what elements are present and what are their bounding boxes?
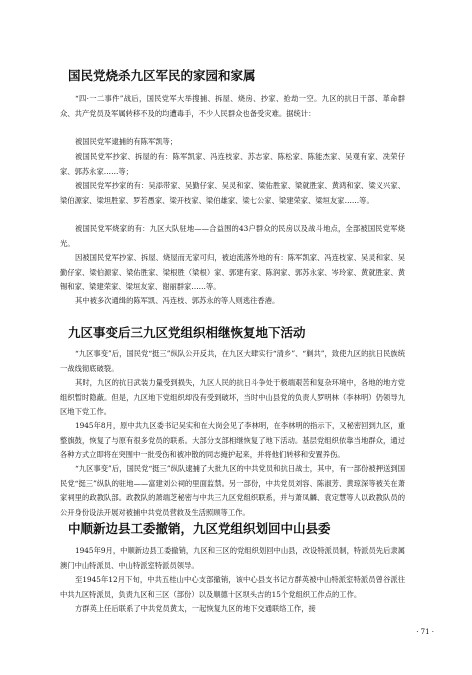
paragraph: “九区事变”后，国民党“挺三”纵队逮捕了大批九区的中共党员和抗日战士，其中，有一部份被押送到国民党“挺三”纵队的驻地——富建刘公祠的里面监禁。另一部份，中共党员刘容、陈淑芳、黄琼深等被关在萧家祠里的政教队部。政教队的萧端芝秘密与中共三九区党组织联系，并与萧凤麟、袁定慧等人以政教队员的公开身份设法开展对被捕中共党员营救及生活照顾等工作。 bbox=[60, 464, 405, 517]
section-title-1: 国民党烧杀九区军民的家园和家属 bbox=[68, 68, 256, 83]
paragraph: 其时，九区的抗日武装力量受到损失，九区人民的抗日斗争处于极端艰苦和复杂环境中，各地的地方党组织暂时隐蔽。但是，九区地下党组织却没有受到破坏，当时中山县党的负责人罗明林（李林明）仍领导九区地下党工作。 bbox=[60, 378, 405, 416]
paragraph: 被国民党军抄家、拆屋的有：陈军凯家、冯连枝家、苏志家、陈松家、陈能杰家、吴观有家、冼荣仔家、郭苏永家……等； bbox=[60, 152, 405, 176]
paragraph: 至1945年12月下旬，中共五桂山中心支部撤销，该中心县支书记方群英被中山特派室特派员曾谷派往中共九区特派员，负责九区和三区（部份）以及顺德十区坝头吉的15个党组织工作点的工作。 bbox=[60, 575, 405, 599]
paragraph: “九区事变”后，国民党“挺三”纵队公开反共，在九区大肆实行“清乡”、“剿共”，致使九区的抗日民族统一战线彻底破裂。 bbox=[60, 349, 405, 373]
paragraph: 被国民党军抄家的有：吴添带家、吴勤仔家、吴灵和家、梁佑胜家、梁就胜家、黄鸿和家、梁义兴家、梁伯源家、梁坦胜家、罗若愚家、梁开枝家、梁伯雄家、梁七公家、梁建荣家、梁垣友家……等。 bbox=[60, 181, 405, 205]
section-title-2: 九区事变后三九区党组织相继恢复地下活动 bbox=[68, 325, 306, 340]
paragraph: 被国民党军逮捕的有陈军凯等； bbox=[75, 137, 178, 146]
paragraph: 方群英上任后联系了中共党员黄太，一起恢复九区的地下交通联络工作，接 bbox=[75, 604, 316, 613]
paragraph: 因被国民党军抄家、拆屋、烧屋而无家可归，被迫流落外地的有：陈军凯家、冯连枝家、吴灵和家、吴勤仔家、梁伯源家、梁佑胜家、梁根胜（梁根）家、郭建有家、陈润家、郭苏永家、岑玲家、黄就胜家、黄锡和家、梁建荣家、梁垣友家、谢丽群家……等。 bbox=[60, 253, 405, 291]
paragraph: 1945年9月，中顺新边县工委撤销，九区和三区的党组织划回中山县，改设特派员制，特派员先后隶属澳门中山特派员、中山特派室特派员领导。 bbox=[60, 546, 405, 570]
paragraph: “四·一二事件”战后，国民党军大举搜捕、拆屋、烧房、抄家、抢劫一空。九区的抗日干部、革命群众、共产党员及军属转移不及的均遭毒手，不少人民群众也备受灾难。据统计： bbox=[60, 94, 405, 118]
paragraph: 其中被多次通缉的陈军凯、冯连枝、郭苏永的等人则逃往香港。 bbox=[75, 296, 280, 305]
section-title-3: 中顺新边县工委撤销，九区党组织划回中山县委 bbox=[68, 521, 331, 536]
paragraph: 1945年8月，原中共九区委书记吴实和在大岗会见了李林明，在李林明的指示下，又秘密回到九区，重整旗鼓，恢复了与原有很多党员的联系。大部分支部相继恢复了地下活动。基层党组织依靠当地群众，通过各种方式立即将在突围中一批受伤和被冲散的同志掩护起来，并将他们转移和安置养伤。 bbox=[60, 421, 405, 459]
page-number: · 71 · bbox=[416, 628, 434, 636]
paragraph: 被国民党军烧家的有：九区大队驻地——合益围的43户群众的民房以及战斗地点，全部被国民党军烧光。 bbox=[60, 224, 405, 248]
